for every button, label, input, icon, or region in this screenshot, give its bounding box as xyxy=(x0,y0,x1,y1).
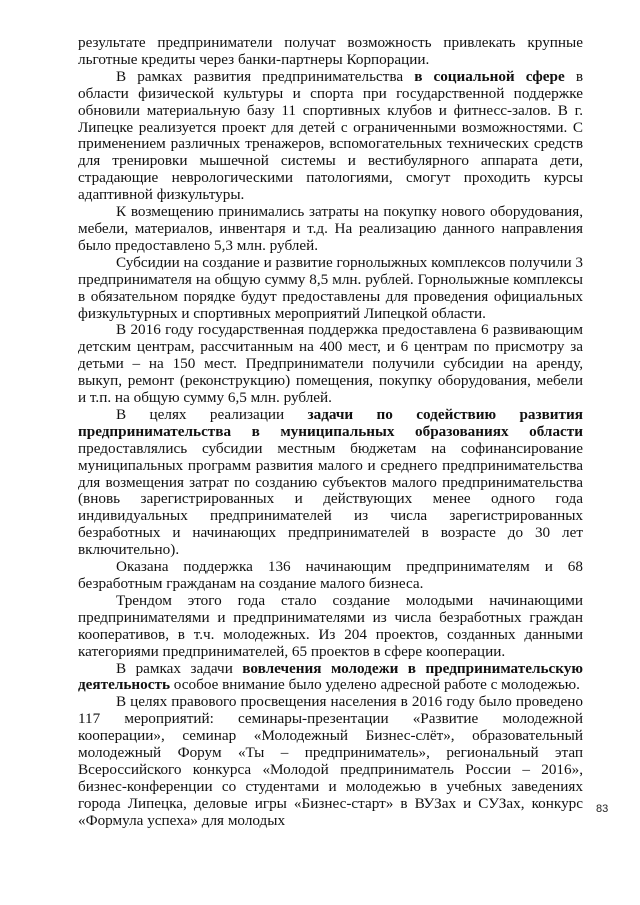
bold-phrase: вовлечения молодежи в предпринимательскую деятельность xyxy=(78,659,583,694)
paragraph xyxy=(78,255,583,323)
text-run: в области физической культуры и спорта при государственной поддержке обновили материальную базу 11 спортивных клубов и фитнесс-залов. В г. Липецке реализуется проект для детей с ограниченными возможностями. С применением различных тренажеров, вспомогательных технических средств для тренировки мышечной системы и вестибулярного аппарата дети, страдающие неврологическими патологиями, смогут проходить курсы адаптивной физкультуры. xyxy=(78,67,584,204)
text-run: особое внимание было уделено адресной работе с молодежью. xyxy=(169,676,580,694)
text-run: В рамках развития предпринимательства xyxy=(116,67,415,85)
paragraph xyxy=(78,407,583,559)
text-run: Оказана поддержка 136 начинающим предпринимателям и 68 безработным гражданам на создание малого бизнеса. xyxy=(78,558,583,592)
text-run: В рамках задачи xyxy=(116,659,243,677)
text-run: Трендом этого года стало создание молодыми начинающими предпринимателями и предпринимателями из числа безработных граждан кооперативов, в т.ч. молодежных. Из 204 проектов, созданных данными категориями предпринимателей, 65 проектов в сфере кооперации. xyxy=(78,591,583,660)
text-run: К возмещению принимались затраты на покупку нового оборудования, мебели, материалов, инвентаря и т.д. На реализацию данного направления было предоставлено 5,3 млн. рублей. xyxy=(78,203,583,254)
text-run: предоставлялись субсидии местным бюджетам на софинансирование муниципальных программ развития малого и среднего предпринимательства для возмещения затрат по созданию субъектов малого предпринимательства (вновь зарегистрированных и действующих менее одного года индивидуальных предпринимателей из числа зарегистрированных безработных и начинающих предпринимателей в возрасте до 30 лет включительно). xyxy=(78,439,583,559)
paragraph xyxy=(78,661,583,695)
text-run: В целях правового просвещения населения в 2016 году было проведено 117 мероприятий: семинары-презентации «Развитие молодежной кооперации», семинар «Молодежный Бизнес-слёт», образовательный молодежный Форум «Ты – предприниматель», региональный этап Всероссийского конкурса «Молодой предприниматель России – 2016», бизнес-конференции со студентами и молодежью в учебных заведениях города Липецка, деловые игры «Бизнес-старт» в ВУЗах и СУЗах, конкурс «Формула успеха» для молодых xyxy=(78,693,583,829)
text-run: В 2016 году государственная поддержка предоставлена 6 развивающим детским центрам, рассчитанным на 400 мест, и 6 центрам по присмотру за детьми – на 150 мест. Предприниматели получили субсидии на аренду, выкуп, ремонт (реконструкцию) помещения, покупку оборудования, мебели и т.п. на общую сумму 6,5 млн. рублей. xyxy=(78,321,583,407)
document-body xyxy=(78,35,583,830)
bold-phrase: в социальной сфере xyxy=(414,67,565,85)
paragraph xyxy=(78,69,583,204)
text-run: результате предприниматели получат возможность привлекать крупные льготные кредиты через банки-партнеры Корпорации. xyxy=(78,34,583,68)
page-number: 83 xyxy=(596,803,609,815)
paragraph xyxy=(78,204,583,255)
text-run: Субсидии на создание и развитие горнолыжных комплексов получили 3 предпринимателя на общую сумму 8,5 млн. рублей. Горнолыжные комплексы в обязательном порядке будут предоставлены для проведения официальных физкультурных и спортивных мероприятий Липецкой области. xyxy=(78,253,583,322)
paragraph xyxy=(78,593,583,661)
paragraph xyxy=(78,559,583,593)
paragraph xyxy=(78,694,583,829)
paragraph xyxy=(78,35,583,69)
bold-phrase: задачи по содействию развития предпринимательства в муниципальных образованиях области xyxy=(78,405,583,440)
text-run: В целях реализации xyxy=(116,405,308,423)
paragraph xyxy=(78,322,583,407)
